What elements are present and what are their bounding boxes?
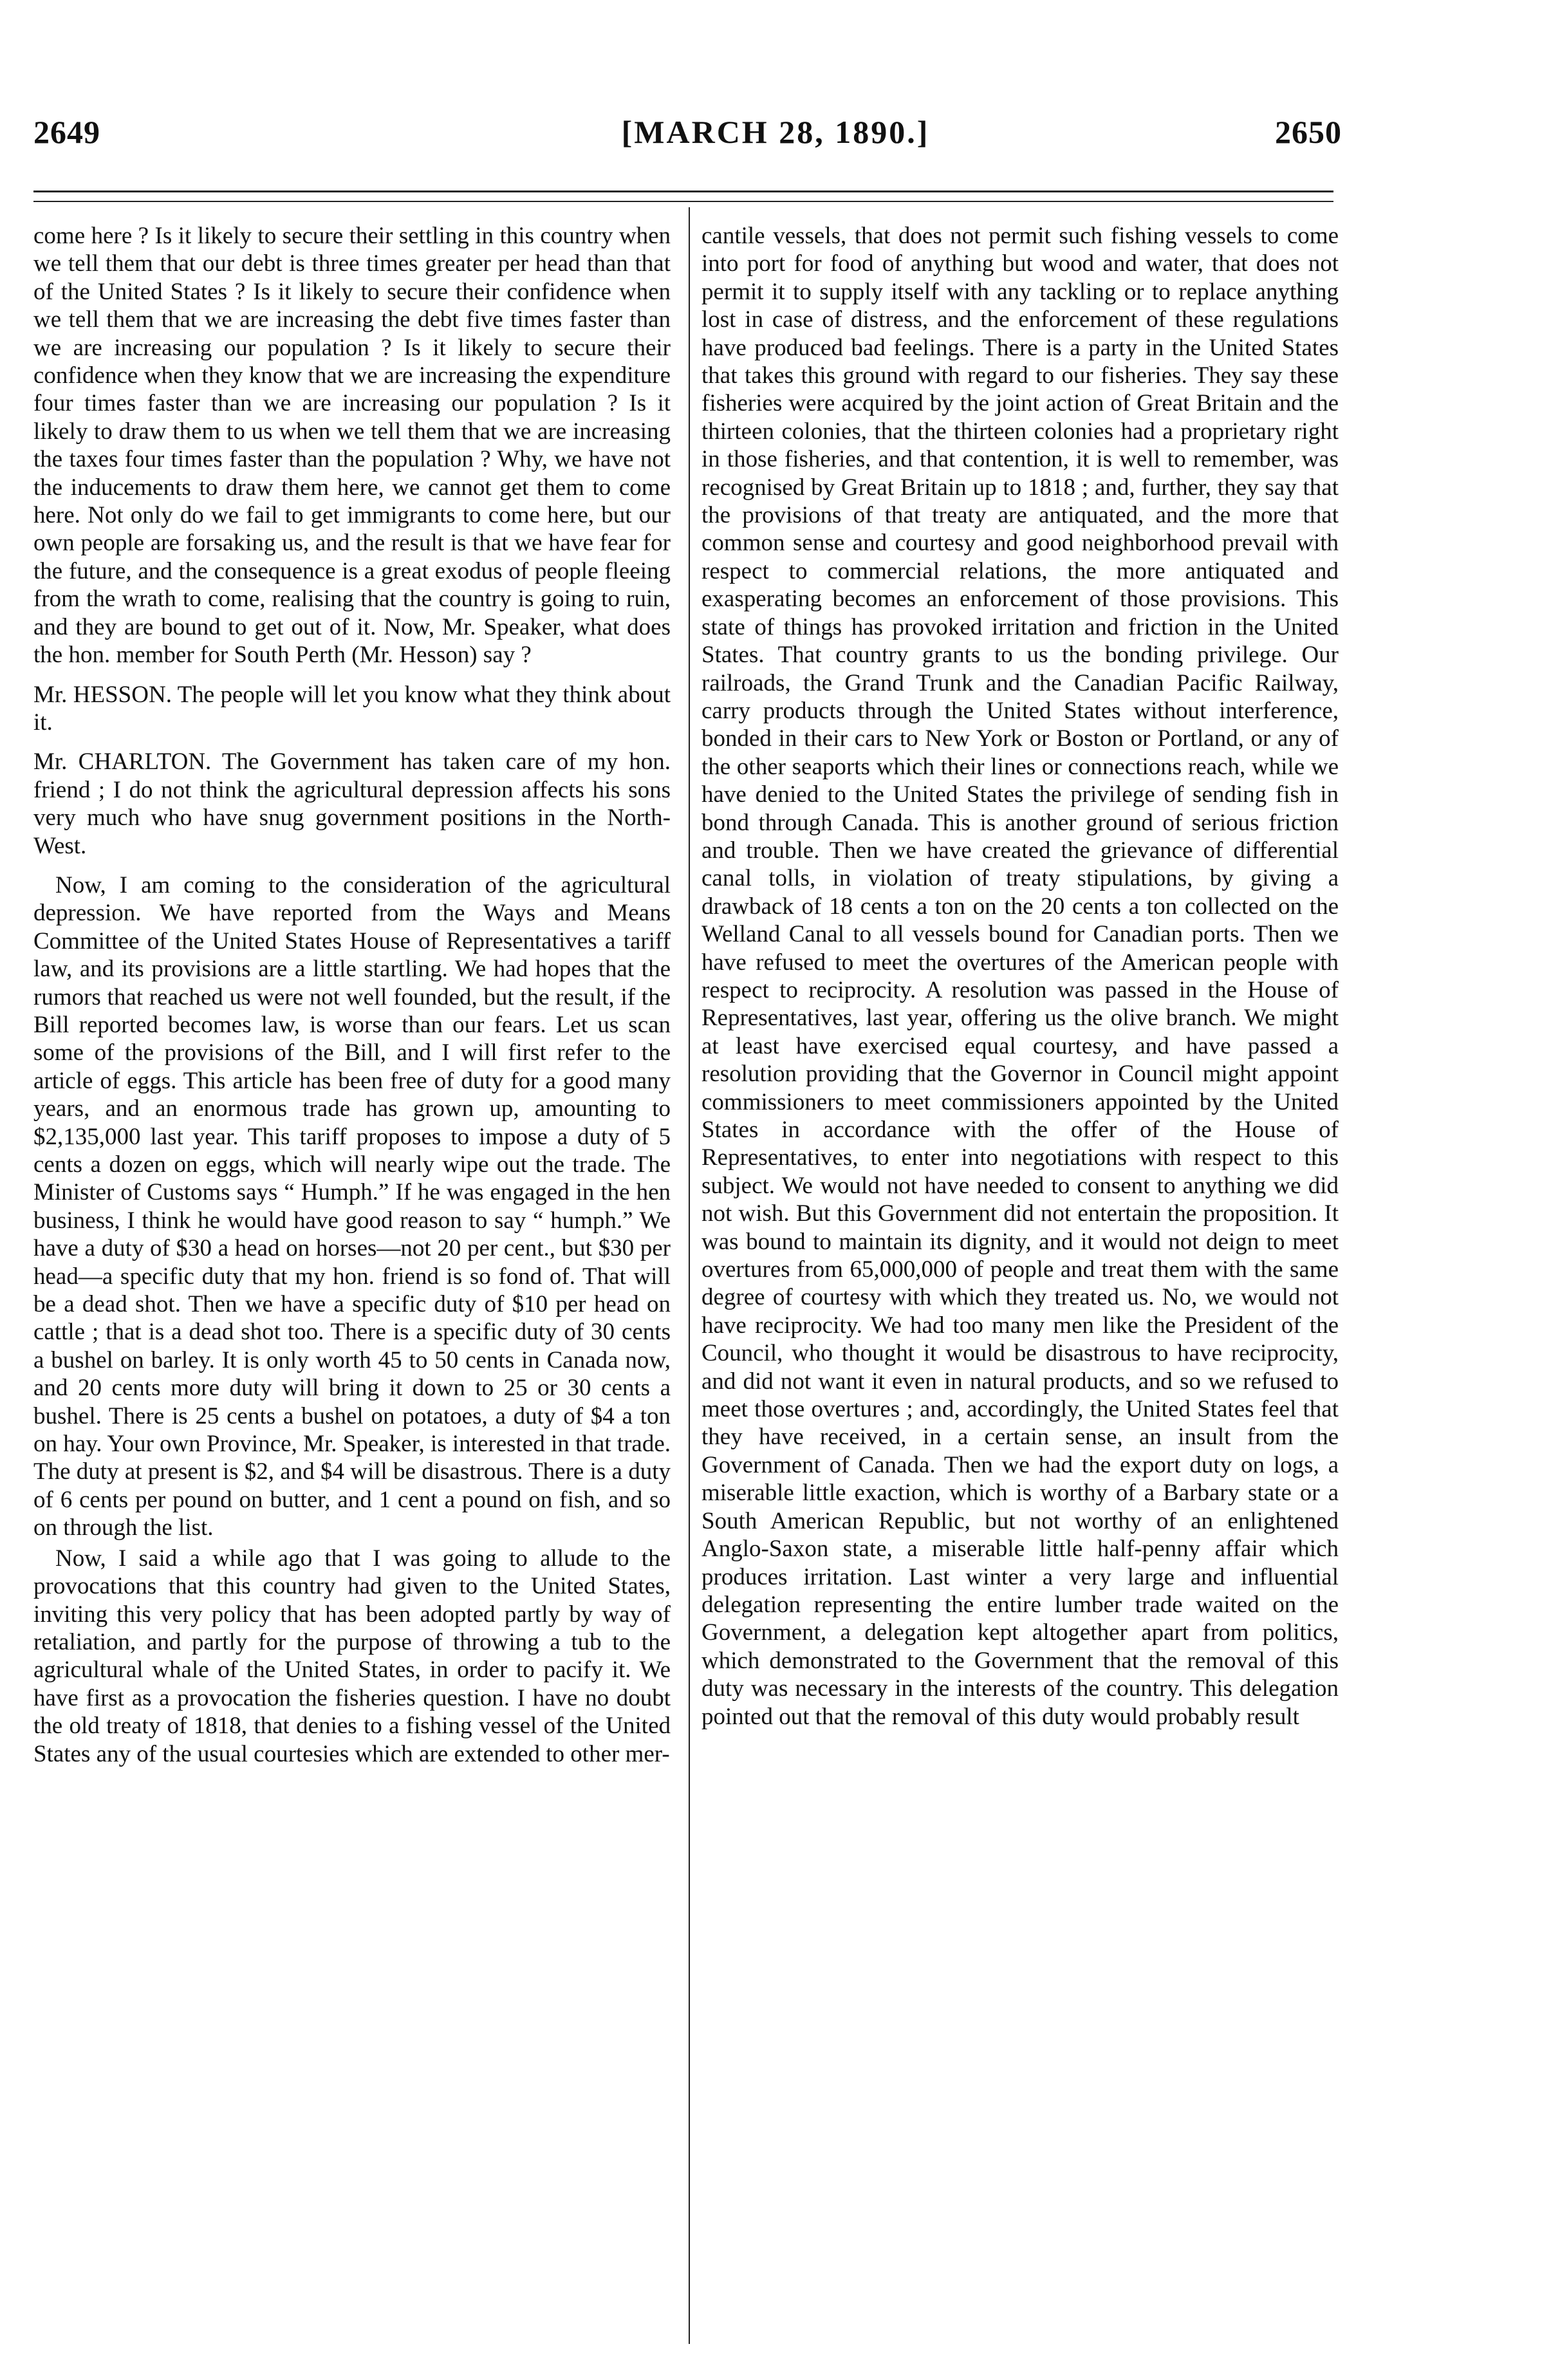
paragraph-speaker-hesson: Mr. HESSON. The people will let you know what they think about it. (33, 681, 671, 736)
paragraph: Now, I am coming to the consideration of the agricultural depression. We have reported from the Ways and Means Committee of the United States House of Representatives a tariff law, and its provisions are a little startling. We had hopes that the rumors that reached us were not well founded, but the result, if the Bill reported becomes law, is worse than our fears. Let us scan some of the provisions of the Bill, and I will first refer to the article of eggs. This article has been free of duty for a good many years, and an enormous trade has grown up, amounting to $2,135,000 last year. This tariff proposes to impose a duty of 5 cents a dozen on eggs, which will nearly wipe out the trade. The Minister of Customs says “ Humph.” If he was engaged in the hen business, I think he would have good reason to say “ humph.” We have a duty of $30 a head on horses—not 20 per cent., but $30 per head—a specific duty that my hon. friend is so fond of. That will be a dead shot. Then we have a specific duty of $10 per head on cattle ; that is a dead shot too. There is a specific duty of 30 cents a bushel on barley. It is only worth 45 to 50 cents in Canada now, and 20 cents more duty will bring it down to 25 or 30 cents a bushel. There is 25 cents a bushel on potatoes, a duty of $4 a ton on hay. Your own Province, Mr. Speaker, is interested in that trade. The duty at present is $2, and $4 will be disastrous. There is a duty of 6 cents per pound on butter, and 1 cent a pound on fish, and so on through the list. (33, 871, 671, 1541)
paragraph: come here ? Is it likely to secure their settling in this country when we tell them that our debt is three times greater per head than that of the United States ? Is it likely to secure their confidence when we tell them that we are increasing the debt five times faster than we are increasing our population ? Is it likely to secure their confidence when they know that we are increasing the expenditure four times faster than we are increasing our population ? Is it likely to draw them to us when we tell them that we are increasing the taxes four times faster than the population ? Why, we have not the inducements to draw them here, we cannot get them to come here. Not only do we fail to get immigrants to come here, but our own people are forsaking us, and the result is that we have fear for the future, and the consequence is a great exodus of people fleeing from the wrath to come, realising that the country is going to ruin, and they are bound to get out of it. Now, Mr. Speaker, what does the hon. member for South Perth (Mr. Hesson) say ? (33, 223, 671, 669)
page-header (0, 0, 1551, 167)
header-rule-bottom (33, 201, 1333, 202)
paragraph: cantile vessels, that does not permit such fishing vessels to come into port for food of anything but wood and water, that does not permit it to supply itself with any tackling or to replace anything lost in case of distress, and the enforcement of these regulations have produced bad feelings. There is a party in the United States that takes this ground with regard to our fisheries. They say these fisheries were acquired by the joint action of Great Britain and the thirteen colonies, that the thirteen colonies had a proprietary right in those fisheries, and that contention, it is well to remember, was recognised by Great Britain up to 1818 ; and, further, they say that the provisions of that treaty are antiquated, and the more that common sense and courtesy and good neighborhood prevail with respect to commercial relations, the more antiquated and exasperating becomes an enforcement of those provisions. This state of things has provoked irritation and friction in the United States. That country grants to us the bonding privilege. Our railroads, the Grand Trunk and the Canadian Pacific Railway, carry products through the United States without interference, bonded in their cars to New York or Boston or Portland, or any of the other seaports which their lines or connections reach, while we have denied to the United States the privilege of sending fish in bond through Canada. This is another ground of serious friction and trouble. Then we have created the grievance of differential canal tolls, in violation of treaty stipulations, by giving a drawback of 18 cents a ton on the 20 cents a ton collected on the Welland Canal to all vessels bound for Canadian ports. Then we have refused to meet the overtures of the American people with respect to reciprocity. A resolution was passed in the House of Representatives, last year, offering us the olive branch. We might at least have exercised equal courtesy, and have passed a resolution providing that the Governor in Council might appoint commissioners to meet commissioners appointed by the United States in accordance with the offer of the House of Representatives, to enter into negotiations with respect to this subject. We would not have needed to consent to anything we did not wish. But this Government did not entertain the proposition. It was bound to maintain its dignity, and it would not deign to meet overtures from 65,000,000 of people and treat them with the same degree of courtesy with which they treated us. No, we would not have reciprocity. We had too many men like the President of the Council, who thought it would be disastrous to have reciprocity, and did not want it even in natural products, and so we refused to meet those overtures ; and, accordingly, the United States feel that they have received, in a certain sense, an insult from the Government of Canada. Then we had the export duty on logs, a miserable little exaction, which is worthy of a Barbary state or a South American Republic, but not worthy of an enlightened Anglo-Saxon state, a miserable little half-penny affair which produces irritation. Last winter a very large and influential delegation representing the entire lumber trade waited on the Government, a delegation kept altogether apart from politics, which demonstrated to the Government that the removal of this duty was necessary in the interests of the country. This delegation pointed out that the removal of this duty would probably result (701, 223, 1339, 1730)
paragraph: Now, I said a while ago that I was going to allude to the provocations that this country had given to the United States, inviting this very policy that has been adopted partly by way of retaliation, and partly for the purpose of throwing a tub to the agricultural whale of the United States, in order to pacify it. We have first as a provocation the fisheries question. I have no doubt the old treaty of 1818, that denies to a fishing vessel of the United States any of the usual courtesies which are extended to other mer- (33, 1545, 671, 1767)
left-column (33, 222, 671, 1768)
page-number-left: 2649 (33, 114, 100, 150)
paragraph-speaker-charlton: Mr. CHARLTON. The Government has taken care of my hon. friend ; I do not think the agricultural depression affects his sons very much who have snug government positions in the North-West. (33, 748, 671, 859)
header-rule-top (33, 191, 1333, 192)
page-number-right: 2650 (1275, 114, 1342, 150)
page-date: [MARCH 28, 1890.] (621, 114, 930, 150)
column-divider (689, 207, 690, 2344)
right-column (701, 222, 1339, 1731)
